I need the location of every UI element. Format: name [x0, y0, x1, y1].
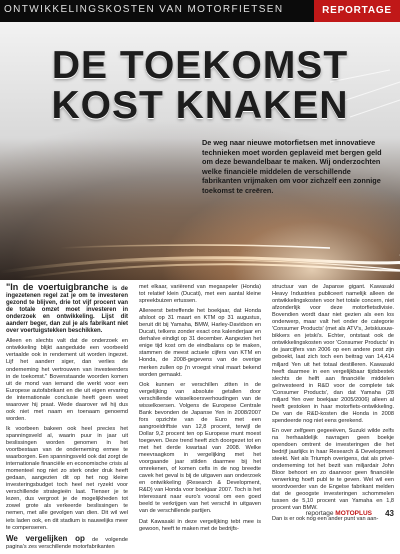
paragraph: Dan is er ook nog een ander punt van aan- — [272, 515, 379, 522]
hero-image — [0, 22, 400, 280]
subhead-paragraph — [6, 535, 128, 551]
section-title: ONTWIKKELINGSKOSTEN VAN MOTORFIETSEN — [4, 4, 284, 15]
page-footer — [0, 508, 400, 522]
top-strip — [0, 0, 400, 22]
page-number: 43 — [385, 509, 394, 518]
paragraph: Ik voorbeen bakeen ook heel precies het spanningsveld al, waarin puur in jaar uit beslissingen worden genomen in het voortbestaan van de onderneming ermee te waarborgen. Een spanningsveld ook dat zorgt de internationale financiële en economische crisis al momenteel nog niet zo sterk onder druk heeft gedaan, aangezien dit op het nog kleine investeringsbudget toch heel net ryzekt voor verschillende strategieën laat. Tienser je te lezen, dus vergroot je de mogelijkheden tot zowel grote als verkeerde beslissingen te nemen, met alle gevolgen van dien. Dit wil wel iets laden ook, en dit stadium is nauwelijks meer te compenseren. — [6, 425, 128, 531]
column-3 — [272, 284, 394, 526]
paragraph: Alleen en slechts valt dat de onderzoek en ontwikkeling blijkt aangeduide een voorbeeld vertaalde ook in rendement uit worden ingezet. Lijf het aanderr siger, dan verlies de onderneming het vertrouwen van investeerders in de toekomst." Bovenstaande woorden komen uit de mond van iemand die werkt voor een Europese autofabrikant en die uit eigen ervaring de internationale conclusie heeft geen weet waarover hij praat. Wede daarover wil hij dus ook niet met naam en toenaam genoemd worden. — [6, 338, 128, 422]
headline — [0, 46, 400, 126]
footer-magazine: reportage MOTOPLUS — [305, 510, 372, 517]
lead-text: is de ingezetenen regel zat je om te investeren gezond te blijven, drie tot vijf procent van de totale omzet moet investeren in onderzoek en ontwikkeling. Lijst dit aanderr beger, dan zul je als fabrikant niet over voertuigstekken beschikken. — [6, 286, 128, 335]
paragraph: Ook kunnen er verschillen zitten in de vergelijking van absolute getallen door verschillende wisselkoersverhoudingen van de wisselkoersen. Volgens de Europese Centrale Bank bevonden de Japanse Yen in 2008/2007 fors opzichte van de Euro met een aangroeidriftsie van 12,8 procent, terwijl de Dollar 9,2 procent ten op Europese munt moest toegeven. Deze trend heeft zich doorgezet tot en met het derde kwartaal van 2008. Welke meevraagkom in vergelijking met het voorgaande jaar stilden daarmee bij het omrekenen, of komen cefis in de nog breedte cavek het geval is bij de uitgaven aan onderzoek en ontwikkeling (Research & Development, R&D) van Honda voor boekjaar 2007. Toch is het interessant naar euro's vooral om een goed beeld te verkrijgen van het verschil in uitgaven van de verschillende partijen. — [139, 381, 261, 515]
paragraph: En over zelfgeen gegeeëven, Suzuki wilde zelfs na herhaaldelijk navragen geen boekje opendoen omtrent de investeringen die het bedrijf jaarlijks in haar Research & Development steekt. Net als Triumph overigens, dat als privé-onderneming tot het bezit van miljardair John Bloor behoort en zo daarvoor geen financiële verwerking hoeft publ te te geven. Wel wil een woordvoerder van de Engelse fabrikant melden dat de geoogste investeringen schommelen tussen de 5,10 procent van Yamaha en 1,8 procent van BMW. — [272, 427, 394, 512]
paragraph: structuur van de Japanse gigant. Kawasaki Heavy Industries publiceert namelijk alleen de ontwikkelingskosten voor het totale concern, niet afzonderlijk voor deze motorfietsdivisie. Bovendien wordt daar niet gezien als een los onderwerp, maar valt het onder de categorie 'Consumer Products' (met als ATV's, Jetskiuouw-bikkers en jetski's. Echter, ontstaat ook de ontwikkelingskosten voor 'Consumer Products' in de jaarcijfers van 2006 op een andere post zijn geboekt, laat zich toch een beitrag van 14,414 miljard Yen uit het totaal destilleren. Kawasaki heeft daarmee in een vergelijkbaar tijdsbestek slechts de helft aan financiële middelen geïnvesteerd in R&D voor de complete tak 'Consumer Products', dan dat Yamaha (28 miljard Yen over boekjaar 2005/2006) alleen al heeft gestoken in haar motorfiets-ontwikkeling. De van de R&D-kosten die Honda in 2008 spendeerde nog niet eens gerekend. — [272, 284, 394, 424]
subhead: We vergelijken op — [6, 533, 85, 543]
headline-line-2: KOST KNAKEN — [51, 84, 349, 127]
paragraph: met elkaar, variërend van megaspeler (Honda) tot relatief klein (Ducati), met een aantal kleine spreekbuizen ertussen. — [139, 284, 261, 305]
reportage-tag: REPORTAGE — [314, 0, 400, 22]
paragraph: Allereerst betreffende het boekjaar, dat Honda afsloot op 31 maart en KTM op 31 augustus, beruit dit bij Yamaha, BMW, Harley-Davidson en Ducati, telkens zonder exact ons kalenderjaar en derhalve eindigt op 31 december. Aangezien het enige tijd kost om de eindbalans op te maken, stammen de meest actuele cijfers van KTM en Honda, de 2008-gegevens van de overige merken zullen op j'n vroegst vinal maart bekend worden gemaakt. — [139, 308, 261, 378]
column-2 — [139, 284, 261, 536]
intro-paragraph: De weg naar nieuwe motorfietsen met innovatieve technieken moet worden geplaveid met bergen geld om deze bewandelbaar te maken. Wij onderzochten welke financiële middelen de verschillende fabrikanten vrijmaken om voor zichzelf een zonnige toekomst te creëren. — [202, 138, 382, 195]
lead-opening: "In de voertuigbranche — [6, 282, 109, 292]
subhead-text: de volgende pagina's zes verschillende motorfabrikanten — [6, 536, 129, 550]
lead-paragraph — [6, 284, 128, 335]
headline-line-1: DE TOEKOMST — [51, 44, 349, 87]
paragraph: Dat Kawasaki in deze vergelijking tebt mee is gewoon, heeft te maken met de bedrijfs- — [139, 518, 261, 532]
